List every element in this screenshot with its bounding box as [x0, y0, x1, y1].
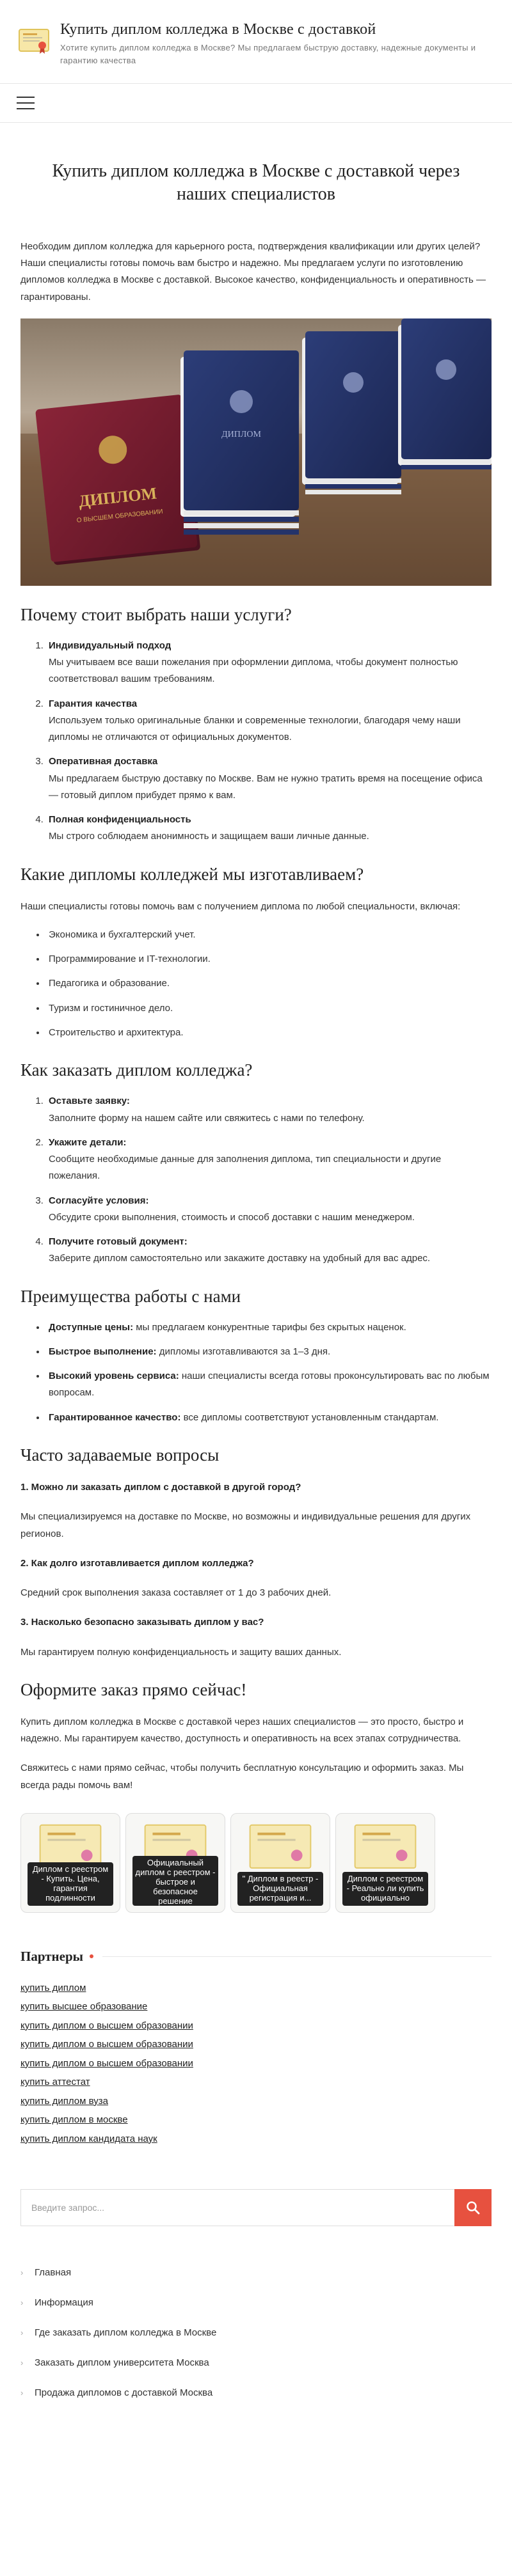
why-item-title: Индивидуальный подход	[49, 640, 172, 651]
faq-answer: Мы гарантируем полную конфиденциальность и защиту ваших данных.	[20, 1646, 342, 1658]
advantages-list	[20, 1319, 492, 1426]
hero-image	[20, 318, 492, 586]
why-item	[46, 696, 492, 746]
chevron-right-icon: ›	[20, 2298, 24, 2308]
why-heading: Почему стоит выбрать наши услуги?	[20, 604, 292, 624]
chevron-right-icon: ›	[20, 2268, 24, 2278]
search-input[interactable]	[20, 2189, 454, 2226]
menu-item	[20, 2318, 492, 2348]
advantage-title: Быстрое выполнение:	[49, 1346, 157, 1357]
partner-link[interactable]: купить диплом о высшем образовании	[20, 2057, 193, 2069]
menu-item	[20, 2348, 492, 2378]
order-step	[46, 1193, 492, 1227]
related-post-card[interactable]	[335, 1813, 435, 1913]
menu-item	[20, 2288, 492, 2318]
search-button[interactable]	[454, 2189, 492, 2226]
why-item-title: Оперативная доставка	[49, 756, 158, 767]
types-item: • Программирование и IT-технологии.	[46, 951, 492, 968]
order-step-title: Получите готовый документ:	[49, 1236, 188, 1248]
site-header	[0, 0, 512, 83]
advantage-item	[46, 1410, 492, 1426]
why-list	[20, 638, 492, 845]
partner-link[interactable]: купить диплом вуза	[20, 2095, 108, 2107]
site-title[interactable]: Купить диплом колледжа в Москве с доставкой	[60, 21, 376, 38]
faq-heading: Часто задаваемые вопросы	[20, 1445, 220, 1465]
types-intro: Наши специалисты готовы помочь вам с получением диплома по любой специальности, включая:	[20, 900, 461, 912]
why-item	[46, 638, 492, 688]
main-content	[0, 160, 512, 2408]
hero-blue-title: ДИПЛОМ	[221, 429, 261, 439]
branding	[60, 20, 494, 67]
menu-link[interactable]: Информация	[35, 2297, 93, 2309]
site-logo-icon[interactable]	[18, 24, 50, 56]
order-step-title: Согласуйте условия:	[49, 1195, 149, 1206]
types-item: • Туризм и гостиничное дело.	[46, 1000, 492, 1017]
faq-question: 1. Можно ли заказать диплом с доставкой в другой город?	[20, 1482, 301, 1493]
menu-link[interactable]: Где заказать диплом колледжа в Москве	[35, 2327, 217, 2339]
advantage-title: Доступные цены:	[49, 1321, 134, 1333]
types-heading: Какие дипломы колледжей мы изготавливаем?	[20, 864, 364, 884]
partner-link[interactable]: купить диплом в москве	[20, 2114, 128, 2126]
related-post-card[interactable]	[20, 1813, 120, 1913]
advantage-text: все дипломы соответствуют установленным стандартам.	[180, 1411, 439, 1423]
types-item: • Строительство и архитектура.	[46, 1025, 492, 1041]
order-step	[46, 1093, 492, 1127]
menu-link[interactable]: Заказать диплом университета Москва	[35, 2357, 209, 2369]
advantage-title: Гарантированное качество:	[49, 1411, 181, 1423]
advantage-text: дипломы изготавливаются за 1–3 дня.	[156, 1346, 331, 1357]
advantage-item	[46, 1368, 492, 1402]
nav-bar	[0, 83, 512, 123]
order-step-title: Укажите детали:	[49, 1136, 127, 1148]
search-form	[20, 2189, 492, 2226]
related-post-card[interactable]	[125, 1813, 225, 1913]
order-step-text: Обсудите сроки выполнения, стоимость и способ доставки с нашим менеджером.	[49, 1211, 415, 1223]
menu-link[interactable]: Продажа дипломов с доставкой Москва	[35, 2387, 213, 2399]
partners-title-text: Партнеры	[20, 1948, 84, 1964]
types-item: • Экономика и бухгалтерский учет.	[46, 927, 492, 943]
related-post-title: " Диплом в реестр - Официальная регистрация и...	[237, 1872, 323, 1906]
hero-diploma-subtitle: О ВЫСШЕМ ОБРАЗОВАНИИ	[76, 508, 164, 524]
partner-link[interactable]: купить высшее образование	[20, 2001, 148, 2013]
why-item-text: Используем только оригинальные бланки и современные технологии, благодаря чему наши дипломы не отличаются от официальных документов.	[49, 714, 461, 743]
post-title: Купить диплом колледжа в Москве с доставкой через наших специалистов	[52, 161, 460, 205]
order-step-title: Оставьте заявку:	[49, 1096, 130, 1107]
menu-toggle-icon[interactable]	[17, 97, 35, 109]
hero-diploma-title: ДИПЛОМ	[77, 483, 158, 510]
types-item: • Педагогика и образование.	[46, 975, 492, 992]
partner-link[interactable]: купить диплом кандидата наук	[20, 2133, 157, 2144]
chevron-right-icon: ›	[20, 2328, 24, 2338]
why-item-title: Гарантия качества	[49, 698, 138, 709]
order-step	[46, 1135, 492, 1185]
chevron-right-icon: ›	[20, 2388, 24, 2398]
order-heading: Как заказать диплом колледжа?	[20, 1060, 253, 1080]
partner-link[interactable]: купить диплом	[20, 1982, 86, 1993]
faq-answer: Средний срок выполнения заказа составляет от 1 до 3 рабочих дней.	[20, 1587, 332, 1598]
why-item-text: Мы учитываем все ваши пожелания при оформлении диплома, чтобы документ полностью соответствовал вашим требованиям.	[49, 657, 458, 685]
why-item	[46, 812, 492, 845]
cta-paragraph: Свяжитесь с нами прямо сейчас, чтобы получить бесплатную консультацию и оформить заказ. Мы всегда рады помочь вам!	[20, 1763, 464, 1791]
order-step-text: Заполните форму на нашем сайте или свяжитесь с нами по телефону.	[49, 1112, 365, 1124]
partner-link[interactable]: купить диплом о высшем образовании	[20, 2039, 193, 2050]
advantage-item	[46, 1319, 492, 1336]
why-item	[46, 753, 492, 804]
related-post-card[interactable]	[230, 1813, 330, 1913]
partners-widget-title	[20, 1945, 492, 1968]
accent-dot-icon	[90, 1954, 93, 1958]
sidebar-menu	[20, 2258, 492, 2408]
faq-answer: Мы специализируемся на доставке по Москве, но возможны и индивидуальные решения для других регионов.	[20, 1511, 471, 1539]
partner-link[interactable]: купить аттестат	[20, 2077, 90, 2088]
cta-paragraph: Купить диплом колледжа в Москве с доставкой через наших специалистов — это просто, быстро и надежно. Мы гарантируем качество, доступность и оперативность на всех этапах сотрудничества.	[20, 1716, 464, 1745]
why-item-text: Мы предлагаем быструю доставку по Москве. Вам не нужно тратить время на посещение офиса — готовый диплом прибудет прямо к вам.	[49, 773, 483, 801]
related-post-title: Диплом с реестром - Купить. Цена, гарантия подлинности	[28, 1862, 113, 1906]
partners-links	[20, 1979, 492, 2149]
why-item-title: Полная конфиденциальность	[49, 814, 191, 826]
order-step-text: Сообщите необходимые данные для заполнения диплома, тип специальности и другие пожелания.	[49, 1154, 442, 1182]
menu-item	[20, 2258, 492, 2288]
advantage-title: Высокий уровень сервиса:	[49, 1370, 179, 1382]
title-divider	[102, 1956, 492, 1957]
partner-link[interactable]: купить диплом о высшем образовании	[20, 2020, 193, 2031]
intro-paragraph: Необходим диплом колледжа для карьерного роста, подтверждения квалификации или других целей? Наши специалисты готовы помочь вам быстро и надежно. Мы предлагаем услуги по изготовлению дипломов колледжа в Москве с доставкой. Высокое качество, конфиденциальность и оперативность — гарантированы.	[20, 240, 486, 302]
advantages-heading: Преимущества работы с нами	[20, 1286, 241, 1306]
advantage-item	[46, 1344, 492, 1360]
advantage-text: наши специалисты всегда готовы проконсультировать вас по любым вопросам.	[49, 1370, 490, 1399]
related-posts	[20, 1813, 492, 1913]
related-post-title: Диплом с реестром - Реально ли купить официально	[342, 1872, 428, 1906]
menu-link[interactable]: Главная	[35, 2267, 72, 2279]
why-item-text: Мы строго соблюдаем анонимность и защищаем ваши личные данные.	[49, 831, 369, 842]
cta-heading: Оформите заказ прямо сейчас!	[20, 1679, 247, 1699]
site-description: Хотите купить диплом колледжа в Москве? Мы предлагаем быструю доставку, надежные документы и гарантию качества	[60, 42, 476, 65]
faq-question: 2. Как долго изготавливается диплом колледжа?	[20, 1557, 254, 1569]
order-step-text: Заберите диплом самостоятельно или закажите доставку на удобный для вас адрес.	[49, 1253, 431, 1264]
faq-question: 3. Насколько безопасно заказывать диплом у вас?	[20, 1617, 264, 1628]
advantage-text: мы предлагаем конкурентные тарифы без скрытых наценок.	[133, 1321, 406, 1333]
menu-item	[20, 2378, 492, 2408]
related-post-title: Официальный диплом с реестром - быстрое и безопасное решение	[132, 1856, 218, 1906]
chevron-right-icon: ›	[20, 2358, 24, 2368]
search-icon	[466, 2201, 480, 2215]
types-list	[20, 927, 492, 1041]
order-step	[46, 1234, 492, 1268]
order-steps	[20, 1093, 492, 1267]
